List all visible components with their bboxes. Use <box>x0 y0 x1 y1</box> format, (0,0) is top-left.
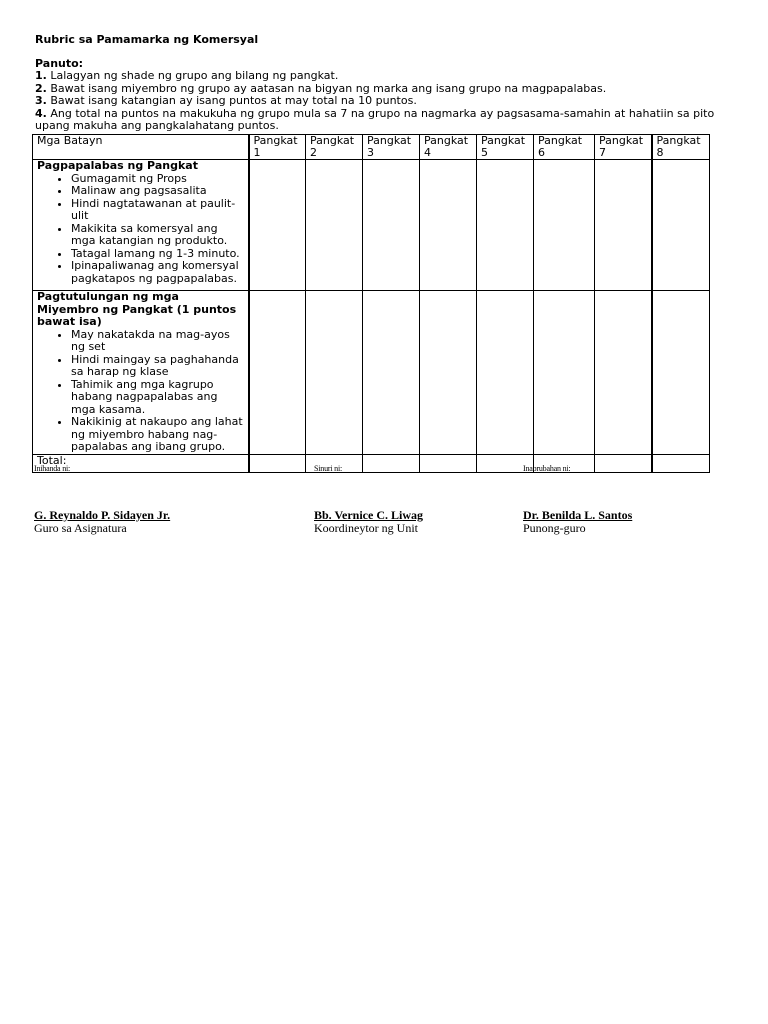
score-cell[interactable] <box>477 291 534 455</box>
header-group-1: Pangkat 1 <box>249 135 306 160</box>
score-cell[interactable] <box>306 160 363 291</box>
criteria-item: • Nakikinig at nakaupo ang lahat ng miyembro habang nag-papalabas ang ibang grupo. <box>71 416 244 454</box>
criteria-list <box>37 173 244 286</box>
signatory-role: Koordineytor ng Unit <box>314 521 418 535</box>
score-cell[interactable] <box>363 160 420 291</box>
criteria-cell <box>33 160 249 291</box>
score-cell[interactable] <box>477 160 534 291</box>
score-cell[interactable] <box>534 160 595 291</box>
criteria-item: • Malinaw ang pagsasalita <box>71 185 244 198</box>
score-cell[interactable] <box>652 160 710 291</box>
instructions-heading: Panuto: <box>35 56 84 70</box>
header-group-5: Pangkat 5 <box>477 135 534 160</box>
instruction-text: Lalagyan ng shade ng grupo ang bilang ng pangkat. <box>50 69 339 82</box>
score-cell[interactable] <box>420 291 477 455</box>
score-cell[interactable] <box>534 291 595 455</box>
checked-by-label: Sinuri ni: <box>314 464 343 473</box>
document-title: Rubric sa Pamamarka ng Komersyal <box>35 33 259 46</box>
score-cell[interactable] <box>363 291 420 455</box>
score-cell[interactable] <box>249 160 306 291</box>
criteria-item: • Hindi nagtatawanan at paulit-ulit <box>71 198 244 223</box>
category-title: Pagtutulungan ng mga Miyembro ng Pangkat (1 puntos bawat isa) <box>37 290 237 328</box>
instructions-list <box>35 70 735 133</box>
total-cell[interactable] <box>652 454 710 472</box>
instruction-number: 3. <box>35 94 47 107</box>
criteria-item: • Tatagal lamang ng 1-3 minuto. <box>71 248 244 261</box>
header-criteria: Mga Batayn <box>33 135 249 160</box>
criteria-item: • Gumagamit ng Props <box>71 173 244 186</box>
signatory-role: Guro sa Asignatura <box>34 521 127 535</box>
instruction-text: Bawat isang miyembro ng grupo ay aatasan na bigyan ng marka ang isang grupo na magpapalabas. <box>50 81 607 95</box>
score-cell[interactable] <box>249 291 306 455</box>
criteria-item: • May nakatakda na mag-ayos ng set <box>71 329 244 354</box>
table-header-row <box>33 135 710 160</box>
signatory-name: G. Reynaldo P. Sidayen Jr. <box>34 508 171 522</box>
header-group-7: Pangkat 7 <box>595 135 652 160</box>
header-group-4: Pangkat 4 <box>420 135 477 160</box>
score-cell[interactable] <box>652 291 710 455</box>
total-label: Total: <box>33 454 249 472</box>
criteria-item: • Makikita sa komersyal ang mga katangian ng produkto. <box>71 223 244 248</box>
criteria-list <box>37 329 244 454</box>
total-cell[interactable] <box>249 454 306 472</box>
table-row <box>33 160 710 291</box>
header-group-6: Pangkat 6 <box>534 135 595 160</box>
document <box>35 34 735 133</box>
signatory-name: Bb. Vernice C. Liwag <box>314 508 424 522</box>
signatory-name: Dr. Benilda L. Santos <box>523 508 633 522</box>
signatory-role: Punong-guro <box>523 521 586 535</box>
category-title: Pagpapalabas ng Pangkat <box>37 159 198 172</box>
criteria-item: • Ipinapaliwanag ang komersyal pagkatapos ng pagpapalabas. <box>71 260 244 285</box>
criteria-item: • Hindi maingay sa paghahanda sa harap ng klase <box>71 354 244 379</box>
score-cell[interactable] <box>420 160 477 291</box>
table-row <box>33 291 710 455</box>
total-cell[interactable] <box>363 454 420 472</box>
score-cell[interactable] <box>595 291 652 455</box>
instruction-number: 4. <box>35 106 47 120</box>
instruction-number: 2. <box>35 81 47 95</box>
criteria-item: • Tahimik ang mga kagrupo habang nagpapalabas ang mga kasama. <box>71 379 244 417</box>
total-cell[interactable] <box>420 454 477 472</box>
instruction-item <box>35 108 735 133</box>
instruction-text: Ang total na puntos na makukuha ng grupo mula sa 7 na grupo na nagmarka ay pagsasama-samahin at hahatiin sa pito upang makuha ang pangkalahatang puntos. <box>35 106 715 132</box>
instruction-text: Bawat isang katangian ay isang puntos at may total na 10 puntos. <box>50 94 417 107</box>
total-row <box>33 454 710 472</box>
prepared-by-label: Inihanda ni: <box>34 464 71 473</box>
header-group-3: Pangkat 3 <box>363 135 420 160</box>
approved-by-label: Inaprubahan ni: <box>523 464 571 473</box>
header-group-8: Pangkat 8 <box>652 135 710 160</box>
criteria-cell <box>33 291 249 455</box>
score-cell[interactable] <box>595 160 652 291</box>
score-cell[interactable] <box>306 291 363 455</box>
header-group-2: Pangkat 2 <box>306 135 363 160</box>
total-cell[interactable] <box>595 454 652 472</box>
instruction-number: 1. <box>35 69 47 82</box>
rubric-table <box>32 134 710 473</box>
